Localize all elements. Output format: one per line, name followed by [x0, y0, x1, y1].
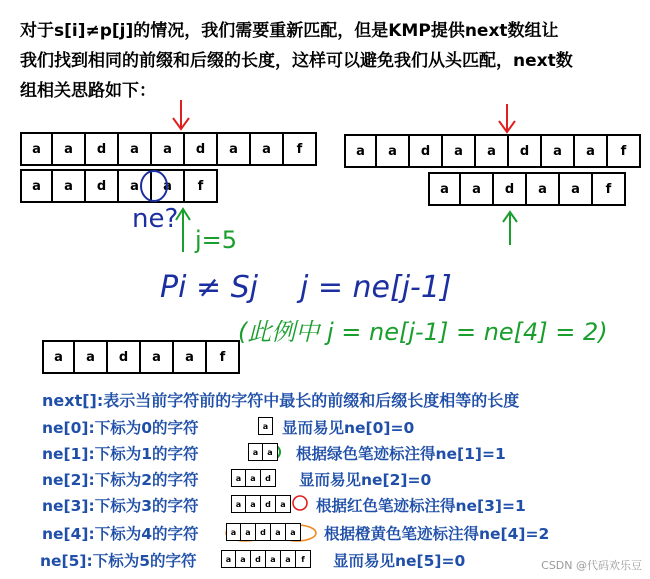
char-cell: d [108, 340, 141, 374]
substring-cell: a [271, 523, 286, 541]
substring-cell: a [241, 523, 256, 541]
next-row-result: 显而易见ne[0]=0 [282, 419, 415, 437]
char-cell: a [560, 172, 593, 206]
example-annotation: (此例中 j = ne[j-1] = ne[4] = 2) [238, 318, 608, 346]
substring-cell: a [263, 443, 278, 461]
intro-line-1: 对于s[i]≠p[j]的情况，我们需要重新匹配，但是KMP提供next数组让 [20, 21, 559, 41]
char-cell: a [461, 172, 494, 206]
char-cell: a [42, 340, 75, 374]
next-row-substring [258, 417, 273, 435]
red-circle-icon [293, 496, 307, 510]
char-cell: a [152, 169, 185, 203]
char-cell: a [344, 134, 377, 168]
substring-cell: a [236, 550, 251, 568]
substring-cell: d [251, 550, 266, 568]
char-cell: a [542, 134, 575, 168]
char-cell: f [593, 172, 626, 206]
next-row-result: 根据橙黄色笔迹标注得ne[4]=2 [324, 525, 550, 543]
j-formula-annotation: j = ne[j-1] [300, 270, 452, 305]
char-cell: a [428, 172, 461, 206]
substring-cell: a [231, 495, 246, 513]
next-row-substring [231, 469, 276, 487]
next-row-result: 显而易见ne[5]=0 [333, 552, 466, 570]
char-cell: a [218, 132, 251, 166]
next-definition: next[]:表示当前字符前的字符中最长的前缀和后缀长度相等的长度 [42, 391, 520, 410]
char-cell: f [608, 134, 641, 168]
substring-cell: a [266, 550, 281, 568]
green-arrow-right-icon [503, 212, 517, 245]
char-cell: a [119, 169, 152, 203]
csdn-watermark: CSDN @代码欢乐豆 [541, 559, 642, 572]
char-cell: d [185, 132, 218, 166]
ne-question-annotation: ne? [132, 204, 179, 234]
char-cell: d [509, 134, 542, 168]
next-row-substring [226, 523, 301, 541]
char-cell: a [476, 134, 509, 168]
char-cell: f [207, 340, 240, 374]
next-row-result: 显而易见ne[2]=0 [299, 471, 432, 489]
char-cell: a [377, 134, 410, 168]
substring-cell: d [261, 469, 276, 487]
next-row-substring [248, 443, 278, 461]
next-row-label: ne[3]:下标为3的字符 [42, 497, 199, 515]
char-cell: a [251, 132, 284, 166]
next-row-label: ne[1]:下标为1的字符 [42, 445, 199, 463]
char-cell: a [443, 134, 476, 168]
substring-cell: a [221, 550, 236, 568]
substring-cell: a [281, 550, 296, 568]
next-row-result: 根据红色笔迹标注得ne[3]=1 [316, 497, 526, 515]
char-cell: a [20, 169, 53, 203]
substring-cell: f [296, 550, 311, 568]
char-cell: a [527, 172, 560, 206]
substring-cell: a [231, 469, 246, 487]
char-cell: d [410, 134, 443, 168]
next-row-result: 根据绿色笔迹标注得ne[1]=1 [296, 445, 506, 463]
substring-cell: a [286, 523, 301, 541]
char-cell: f [185, 169, 218, 203]
substring-cell: a [246, 495, 261, 513]
next-row-label: ne[5]:下标为5的字符 [40, 552, 197, 570]
green-arrow-left-icon [176, 209, 190, 252]
char-cell: a [53, 169, 86, 203]
char-cell: a [575, 134, 608, 168]
next-row-label: ne[0]:下标为0的字符 [42, 419, 199, 437]
char-cell: d [86, 132, 119, 166]
substring-cell: d [261, 495, 276, 513]
substring-cell: a [276, 495, 291, 513]
char-cell: a [75, 340, 108, 374]
intro-line-3: 组相关思路如下： [20, 81, 156, 101]
red-arrow-left-icon [173, 100, 189, 129]
next-row-label: ne[4]:下标为4的字符 [42, 525, 199, 543]
char-cell: d [86, 169, 119, 203]
char-cell: a [119, 132, 152, 166]
red-arrow-right-icon [499, 104, 515, 132]
char-cell: a [141, 340, 174, 374]
next-row-substring [221, 550, 311, 568]
char-cell: a [20, 132, 53, 166]
substring-cell: a [248, 443, 263, 461]
char-cell: d [494, 172, 527, 206]
substring-cell: a [226, 523, 241, 541]
substring-cell: d [256, 523, 271, 541]
j-equals-5-annotation: j=5 [195, 226, 238, 254]
next-row-label: ne[2]:下标为2的字符 [42, 471, 199, 489]
char-cell: a [174, 340, 207, 374]
pi-neq-sj-annotation: Pi ≠ Sj [160, 270, 259, 305]
intro-line-2: 我们找到相同的前缀和后缀的长度，这样可以避免我们从头匹配，next数 [20, 51, 573, 71]
next-row-substring [231, 495, 291, 513]
char-cell: f [284, 132, 317, 166]
char-cell: a [152, 132, 185, 166]
blue-circle-icon [141, 171, 167, 201]
substring-cell: a [258, 417, 273, 435]
char-cell: a [53, 132, 86, 166]
substring-cell: a [246, 469, 261, 487]
